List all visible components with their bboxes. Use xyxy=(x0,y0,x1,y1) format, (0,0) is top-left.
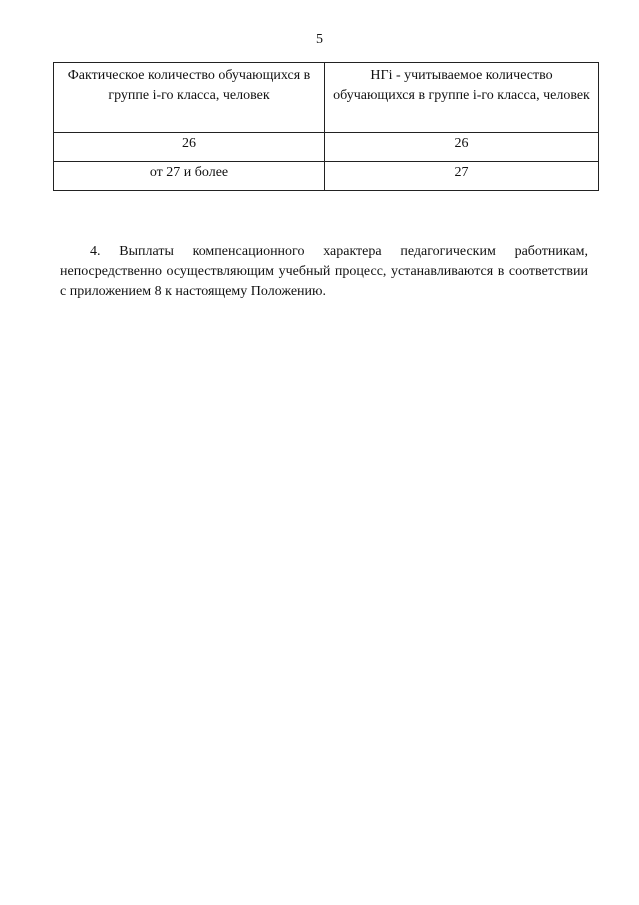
header-counted-count: НГi - учитываемое количество обучающихся в группе i-го класса, человек xyxy=(325,63,599,133)
table-cell-actual: 26 xyxy=(54,133,325,162)
table-cell-actual: от 27 и более xyxy=(54,162,325,191)
table-cell-counted: 27 xyxy=(325,162,599,191)
table-header-row xyxy=(54,63,599,133)
data-table xyxy=(53,62,599,191)
page-number: 5 xyxy=(316,32,323,47)
table-row xyxy=(54,133,599,162)
table-body xyxy=(54,133,599,191)
paragraph-compensation-payments: 4. Выплаты компенсационного характера педагогическим работникам, непосредственно осуществляющим учебный процесс, устанавливаются в соответствии с приложением 8 к настоящему Положению. xyxy=(60,244,588,299)
table-header xyxy=(54,63,599,133)
header-actual-count: Фактическое количество обучающихся в группе i-го класса, человек xyxy=(54,63,325,133)
table-cell-counted: 26 xyxy=(325,133,599,162)
table-row xyxy=(54,162,599,191)
